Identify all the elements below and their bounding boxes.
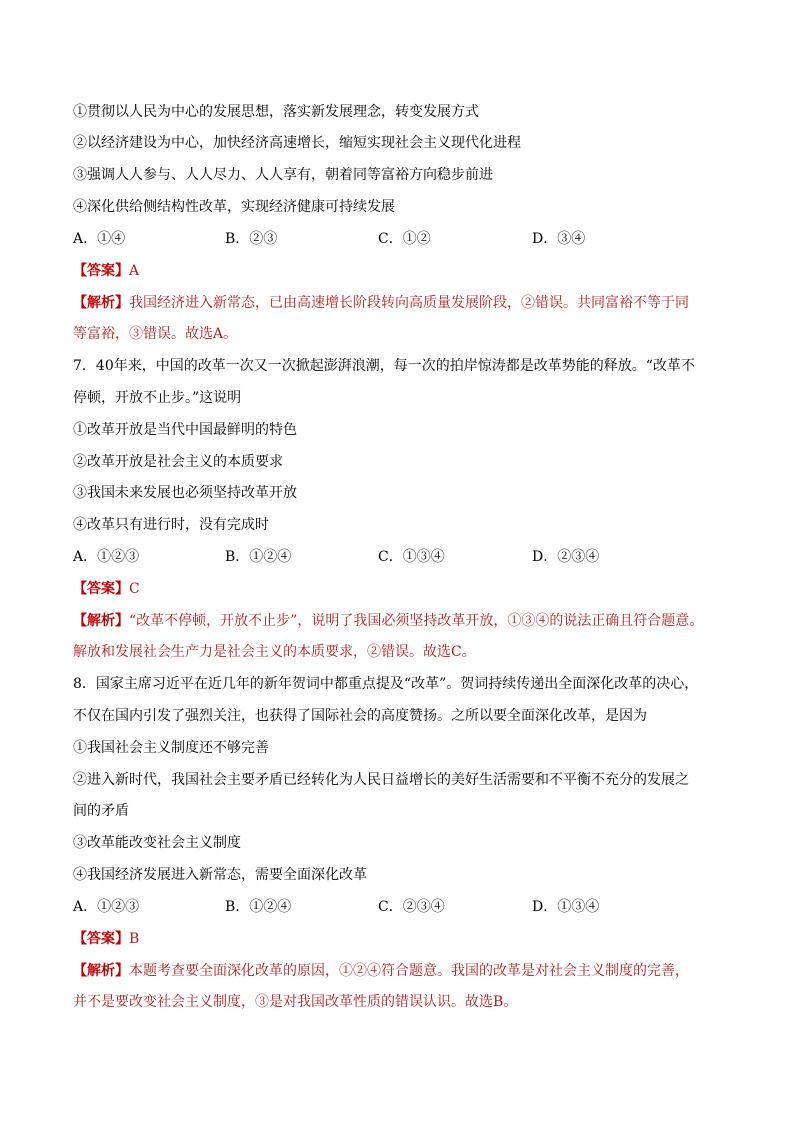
q8-choice-a: A．①②③ [73, 899, 140, 915]
q6-option-1: ①贯彻以人民为中心的发展思想，落实新发展理念，转变发展方式 [73, 104, 479, 120]
q8-stem-line-2: 不仅在国内引发了强烈关注，也获得了国际社会的高度赞扬。之所以要全面深化改革，是因为 [73, 708, 647, 724]
q8-analysis-line-1 [73, 962, 689, 980]
q8-answer-tag: 【答案】 [73, 931, 129, 947]
q8-option-1: ①我国社会主义制度还不够完善 [73, 740, 269, 756]
q7-option-1: ①改革开放是当代中国最鲜明的特色 [73, 422, 297, 438]
q8-choice-c: C．②③④ [378, 899, 445, 915]
q6-analysis-text-1: 我国经济进入新常态，已由高速增长阶段转向高质量发展阶段，②错误。共同富裕不等于同 [129, 295, 689, 311]
q8-option-2-cont: 间的矛盾 [73, 803, 129, 819]
q7-option-3: ③我国未来发展也必须坚持改革开放 [73, 485, 297, 501]
q6-answer-tag: 【答案】 [73, 263, 129, 279]
q7-choice-c: C．①③④ [378, 549, 445, 565]
q6-option-3: ③强调人人参与、人人尽力、人人享有，朝着同等富裕方向稳步前进 [73, 167, 493, 183]
q7-answer-value: C [129, 581, 140, 597]
q7-option-2: ②改革开放是社会主义的本质要求 [73, 454, 283, 470]
q8-choice-b: B．①②④ [225, 899, 292, 915]
q8-answer-value: B [129, 931, 140, 947]
q8-option-3: ③改革能改变社会主义制度 [73, 835, 241, 851]
q7-stem-line-1: 7．40年来，中国的改革一次又一次掀起澎湃浪潮，每一次的拍岸惊涛都是改革势能的释放。“改革不 [73, 358, 695, 374]
q8-analysis-tag: 【解析】 [73, 963, 129, 979]
q6-analysis-tag: 【解析】 [73, 295, 129, 311]
q6-option-2: ②以经济建设为中心，加快经济高速增长，缩短实现社会主义现代化进程 [73, 135, 521, 151]
q7-analysis-text-1: “改革不停顿，开放不止步”，说明了我国必须坚持改革开放，①③④的说法正确且符合题意。 [129, 613, 704, 629]
q8-stem-line-1: 8．国家主席习近平在近几年的新年贺词中都重点提及“改革”。贺词持续传递出全面深化改革的决心， [73, 676, 699, 692]
q6-choice-b: B．②③ [225, 231, 278, 247]
q7-answer-tag: 【答案】 [73, 581, 129, 597]
q8-answer [73, 930, 139, 948]
q7-choice-d: D．②③④ [532, 549, 600, 565]
q7-choice-a: A．①②③ [73, 549, 140, 565]
q7-choice-b: B．①②④ [225, 549, 292, 565]
q6-analysis-line-1 [73, 294, 689, 312]
q7-answer [73, 580, 140, 598]
q8-option-4: ④我国经济发展进入新常态，需要全面深化改革 [73, 867, 367, 883]
q6-option-4: ④深化供给侧结构性改革，实现经济健康可持续发展 [73, 199, 395, 215]
q6-answer [73, 262, 139, 280]
q8-analysis-line-2: 并不是要改变社会主义制度，③是对我国改革性质的错误认识。故选B。 [73, 994, 518, 1010]
q8-analysis-text-1: 本题考查要全面深化改革的原因，①②④符合题意。我国的改革是对社会主义制度的完善， [129, 963, 689, 979]
q7-option-4: ④改革只有进行时，没有完成时 [73, 517, 269, 533]
q6-answer-value: A [129, 263, 140, 279]
q6-choice-c: C．①② [378, 231, 431, 247]
q6-choice-a: A．①④ [73, 231, 126, 247]
q7-analysis-line-2: 解放和发展社会生产力是社会主义的本质要求，②错误。故选C。 [73, 644, 476, 660]
q6-analysis-line-2: 等富裕，③错误。故选A。 [73, 326, 238, 342]
q8-choice-d: D．①③④ [532, 899, 600, 915]
q7-analysis-line-1 [73, 612, 703, 630]
q6-choice-d: D．③④ [532, 231, 586, 247]
q8-option-2: ②进入新时代，我国社会主要矛盾已经转化为人民日益增长的美好生活需要和不平衡不充分的发展之 [73, 772, 689, 788]
q7-analysis-tag: 【解析】 [73, 613, 129, 629]
q7-stem-line-2: 停顿，开放不止步。”这说明 [73, 390, 242, 406]
